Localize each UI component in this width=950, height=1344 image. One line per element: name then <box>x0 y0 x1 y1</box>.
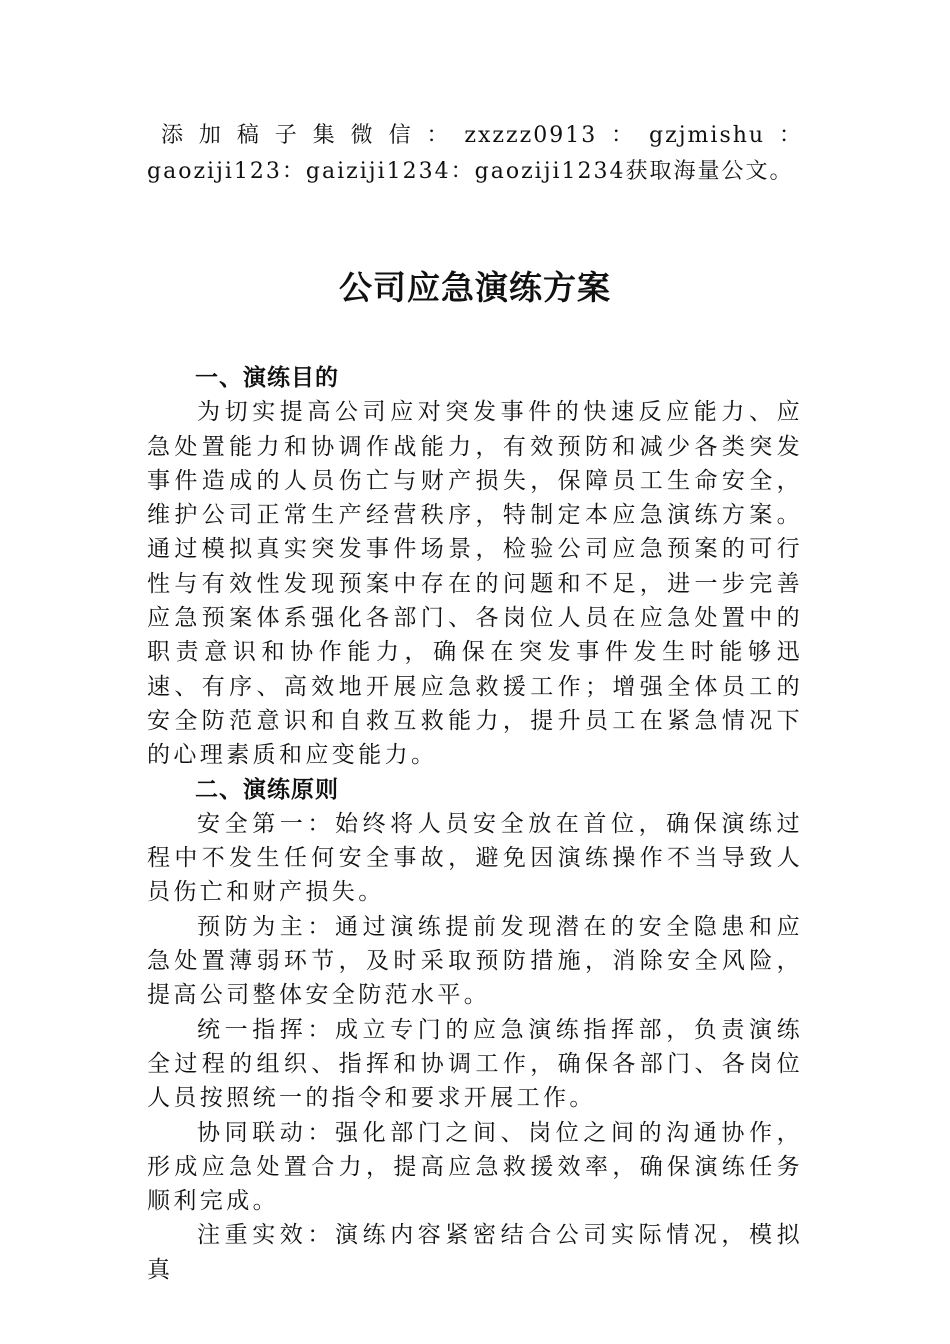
section-paragraph: 注重实效：演练内容紧密结合公司实际情况，模拟真 <box>147 1222 803 1283</box>
section-paragraph: 预防为主：通过演练提前发现潜在的安全隐患和应急处置薄弱环节，及时采取预防措施，消除安全风险，提高公司整体安全防范水平。 <box>147 913 803 1009</box>
section-1 <box>147 361 803 773</box>
notice-text <box>147 118 803 190</box>
document-title: 公司应急演练方案 <box>339 268 611 307</box>
section-2 <box>147 773 803 1287</box>
section-paragraph: 为切实提高公司应对突发事件的快速反应能力、应急处置能力和协调作战能力，有效预防和减少各类突发事件造成的人员伤亡与财产损失，保障员工生命安全，维护公司正常生产经营秩序，特制定本应急演练方案。通过模拟真实突发事件场景，检验公司应急预案的可行性与有效性发现预案中存在的问题和不足，进一步完善应急预案体系强化各部门、各岗位人员在应急处置中的职责意识和协作能力，确保在突发事件发生时能够迅速、有序、高效地开展应急救援工作；增强全体员工的安全防范意识和自救互救能力，提升员工在紧急情况下的心理素质和应变能力。 <box>147 399 803 769</box>
section-paragraph: 统一指挥：成立专门的应急演练指挥部，负责演练全过程的组织、指挥和协调工作，确保各部门、各岗位人员按照统一的指令和要求开展工作。 <box>147 1016 803 1112</box>
section-paragraph: 协同联动：强化部门之间、岗位之间的沟通协作，形成应急处置合力，提高应急救援效率，确保演练任务顺利完成。 <box>147 1119 803 1215</box>
section-heading: 二、演练原则 <box>195 776 339 803</box>
document-body <box>147 361 803 1287</box>
notice-line: 添加稿子集微信：zxzzz0913：gzjmishu：gaoziji123：gaiziji1234：gaoziji1234获取海量公文。 <box>147 123 803 184</box>
section-paragraph: 安全第一：始终将人员安全放在首位，确保演练过程中不发生任何安全事故，避免因演练操作不当导致人员伤亡和财产损失。 <box>147 810 803 906</box>
section-heading: 一、演练目的 <box>195 365 339 391</box>
